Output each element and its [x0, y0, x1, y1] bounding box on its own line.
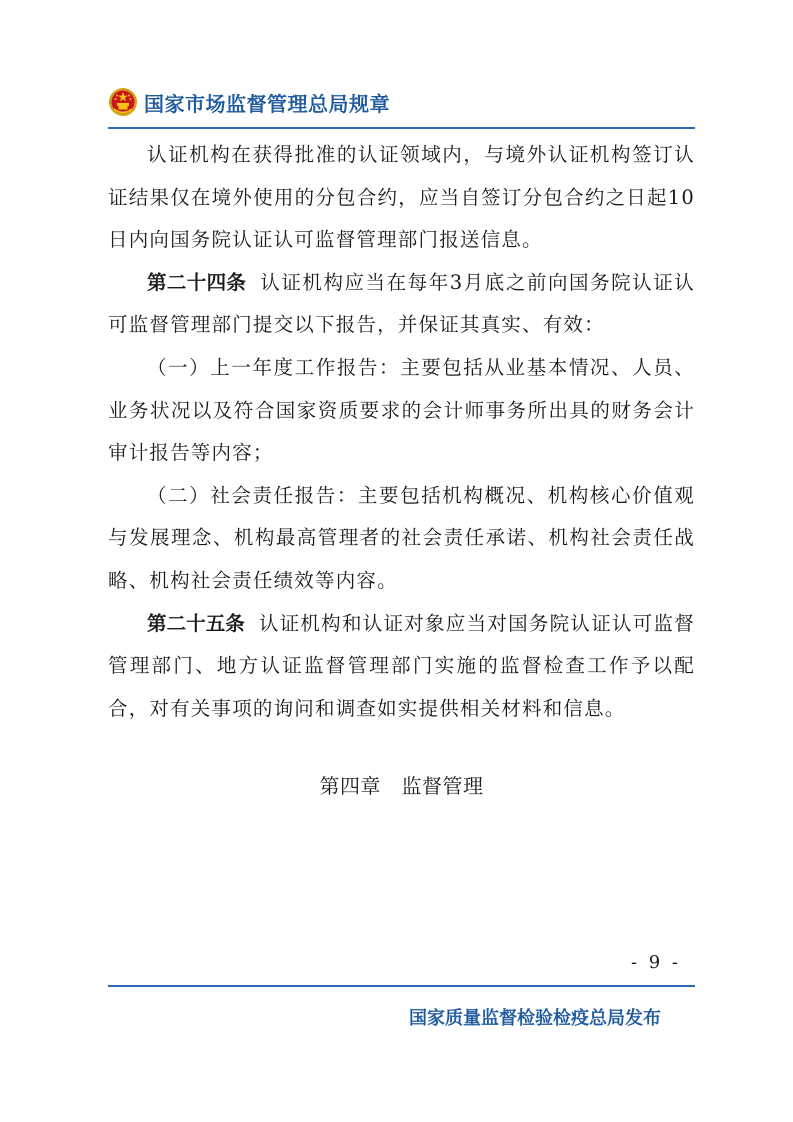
- article-label: 第二十五条: [147, 611, 245, 635]
- paragraph-text: （一）上一年度工作报告：主要包括从业基本情况、人员、业务状况以及符合国家资质要求的会计师事务所出具的财务会计审计报告等内容；: [108, 355, 695, 465]
- footer-publisher: 国家质量监督检验检疫总局发布: [409, 1008, 661, 1029]
- paragraph-text: 认证机构在获得批准的认证领域内，与境外认证机构签订认证结果仅在境外使用的分包合约，应当自签订分包合约之日起10日内向国务院认证认可监督管理部门报送信息。: [108, 143, 695, 252]
- paragraph-text: 认证机构应当在每年3月底之前向国务院认证认可监督管理部门提交以下报告，并保证其真实、有效：: [108, 270, 695, 337]
- paragraph: [108, 475, 695, 603]
- header-title: 国家市场监督管理总局规章: [144, 91, 390, 116]
- paragraph: [108, 603, 695, 731]
- header-divider: [108, 127, 695, 129]
- national-emblem-icon: [108, 87, 138, 117]
- paragraph-text: （二）社会责任报告：主要包括机构概况、机构核心价值观与发展理念、机构最高管理者的社会责任承诺、机构社会责任战略、机构社会责任绩效等内容。: [108, 483, 695, 592]
- paragraph: [108, 262, 695, 347]
- footer-divider: [108, 985, 695, 987]
- document-body: [108, 134, 695, 730]
- page-number: - 9 -: [630, 952, 681, 973]
- paragraph: [108, 347, 695, 475]
- paragraph-text: 认证机构和认证对象应当对国务院认证认可监督管理部门、地方认证监督管理部门实施的监督检查工作予以配合，对有关事项的询问和调查如实提供相关材料和信息。: [108, 611, 695, 720]
- chapter-title: 第四章 监督管理: [319, 774, 484, 798]
- paragraph: [108, 134, 695, 262]
- article-label: 第二十四条: [147, 270, 247, 294]
- page-header: [108, 84, 390, 120]
